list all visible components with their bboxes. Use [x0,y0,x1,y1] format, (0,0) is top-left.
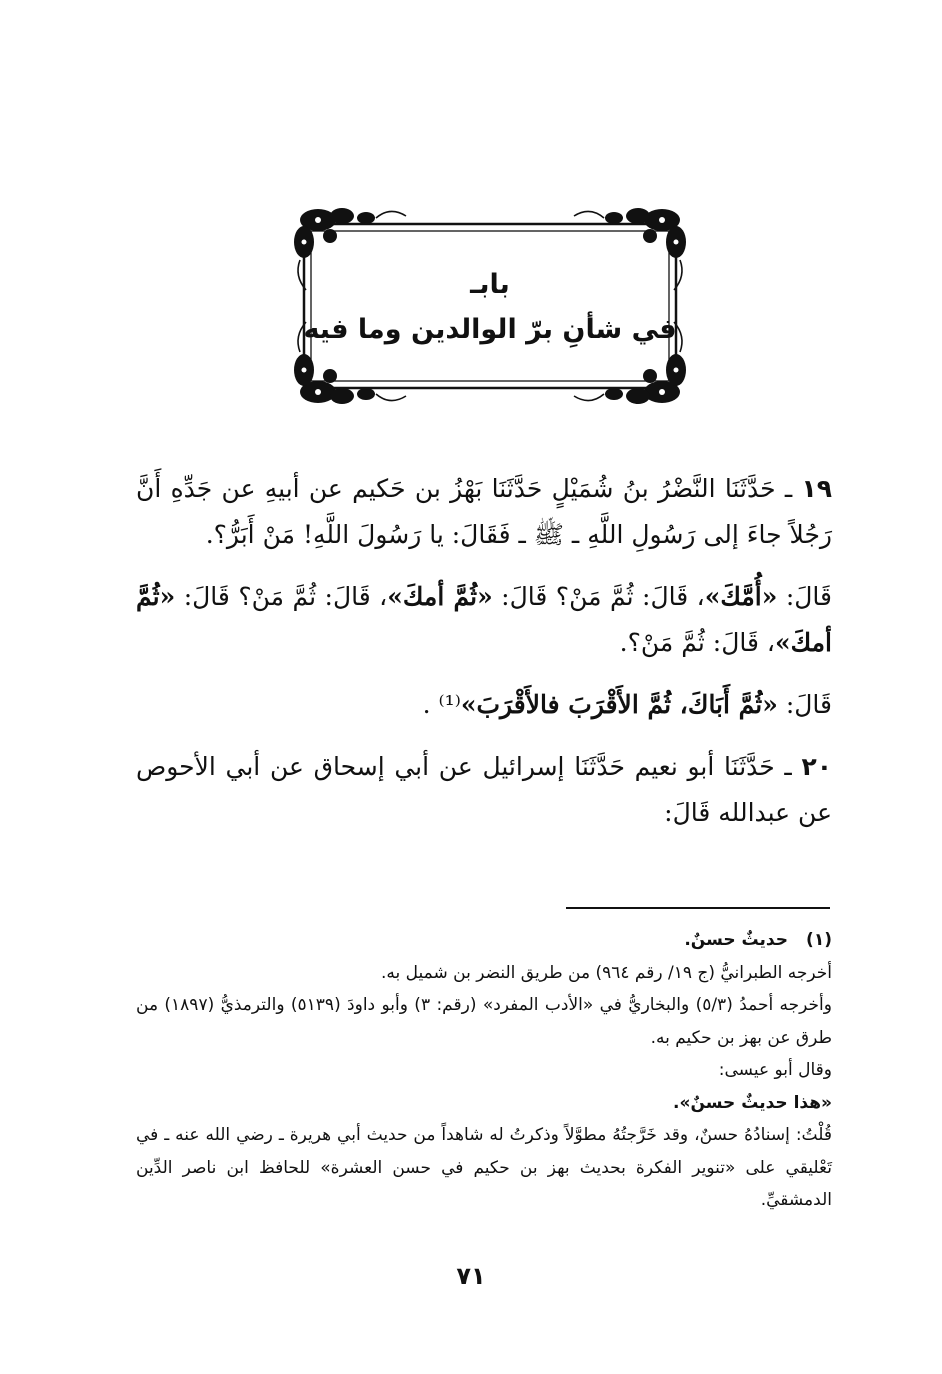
dialogue-text: قَالَ: [777,690,832,719]
footnote-ref: ⁽¹⁾ . [422,690,461,719]
hadith-number: ١٩ [801,474,832,503]
hadith-grade: حديثٌ حسنٌ. [684,930,788,950]
prophet-answer: «ثُمَّ أَبَاكَ، ثُمَّ الأَقْرَبَ فالأَقْرَبَ» [460,690,778,719]
footnote-line: قُلْتُ: إسنادُهُ حسنٌ، وقد خَرَّجتُهُ مطوَّلاً وذكرتُ له شاهداً من حديث أبي هريرة ـ رضي الله عنه ـ في تَعْليقي على «تنوير الفكرة بحديث بهز بن حكيم في حسن العشرة» للحافظ ابن ناصر الدِّين الدمشقيِّ. [136,1125,832,1210]
prophet-answer: «ثُمَّ أمكَ» [136,582,832,657]
footnote-line: أخرجه الطبرانيُّ (ج ١٩/ رقم ٩٦٤) من طريق النضر بن شميل به. [381,962,832,983]
footnote-separator [566,907,830,909]
hadith-19-dialogue [136,574,832,666]
dialogue-text: ، قَالَ: ثُمَّ مَنْ؟. [619,628,775,657]
footnote-mark: (١) [806,930,832,950]
hadith-text: ـ حَدَّثَنَا أبو نعيم حَدَّثَنَا إسرائيل عن أبي إسحاق عن أبي الأحوص عن عبدالله قَالَ: [136,752,832,827]
dialogue-text: قَالَ: [777,582,832,611]
hadith-text: ـ حَدَّثَنَا النَّضْرُ بنُ شُمَيْلٍ حَدَّثَنَا بَهْزُ بن حَكيم عن أبيهِ عن جَدِّهِ أَنَّ رَجُلاً جاءَ إلى رَسُولِ اللَّهِ ـ ﷺ ـ فَقَالَ: يا رَسُولَ اللَّهِ! مَنْ أَبَرُّ؟. [136,474,832,549]
chapter-title: في شأنِ برّ الوالدين وما فيه [303,314,677,345]
footnote-heading [136,924,832,957]
dialogue-text: ، قَالَ: ثُمَّ مَنْ؟ قَالَ: [175,582,388,611]
footnotes [136,924,832,1217]
footnote-quote: «هذا حديثٌ حسنٌ». [673,1092,832,1113]
hadith-20 [136,744,832,836]
page-number: ٧١ [456,1262,486,1290]
prophet-answer: «أُمَّكَ» [704,582,778,611]
hadith-19-isnad [136,466,832,558]
footnote-line: وقال أبو عيسى: [718,1060,832,1080]
footnote-line: وأخرجه أحمدُ (٥/٣) والبخاريُّ في «الأدب المفرد» (رقم: ٣) وأبو داودَ (٥١٣٩) والترمذيُّ (١٨٩٧) من طرق عن بهز بن حكيم به. [136,995,832,1048]
main-text [136,466,832,852]
prophet-answer: «ثُمَّ أمكَ» [387,582,493,611]
chapter-label: بابـ [470,269,510,300]
dialogue-text: ، قَالَ: ثُمَّ مَنْ؟ قَالَ: [492,582,705,611]
hadith-number: ٢٠ [801,752,832,781]
chapter-title-frame [290,198,690,412]
hadith-19-final [136,682,832,728]
chapter-title-block [290,198,690,412]
